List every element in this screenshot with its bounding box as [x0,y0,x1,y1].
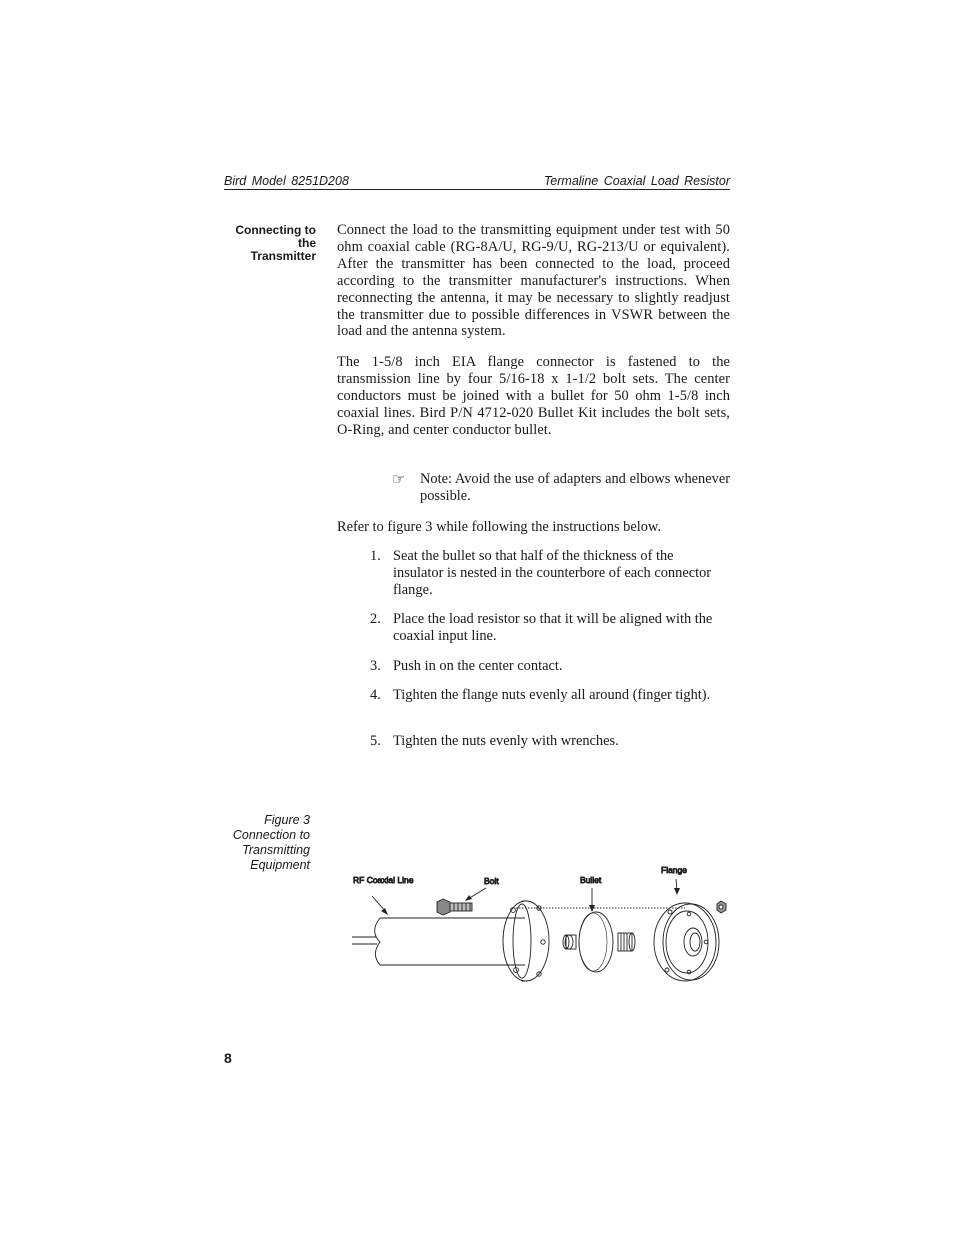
section-heading-line: Transmitter [250,249,316,263]
figure-caption-line: Figure 3 [264,813,310,827]
connection-diagram [340,858,740,988]
note-text: Note: Avoid the use of adapters and elbows whenever possible. [420,471,730,504]
step-text: Place the load resistor so that it will be aligned with the coaxial input line. [393,611,713,644]
flange-nut [717,901,726,913]
figure-caption [200,813,310,873]
pointing-hand-icon: ☞ [392,470,406,488]
step-item [370,658,730,675]
header-product: Termaline Coaxial Load Resistor [543,174,730,188]
step-text: Tighten the nuts evenly with wrenches. [393,733,619,749]
figure-caption-line: Transmitting [242,843,310,857]
input-flange [503,901,549,981]
arrow-flange [674,879,680,895]
refer-text: Refer to figure 3 while following the instructions below. [337,519,661,535]
step-number: 4. [370,687,381,703]
page-number: 8 [224,1050,232,1066]
label-bolt: Bolt [484,876,499,886]
step-item [370,687,730,704]
figure-caption-line: Equipment [250,858,310,872]
step-text: Seat the bullet so that half of the thickness of the insulator is nested in the counterbore of each connector flange. [393,548,712,598]
section-heading-line: the [298,236,316,250]
bullet [563,912,635,972]
step-text: Tighten the flange nuts evenly all around (finger tight). [393,687,711,703]
section-heading-line: Connecting to [235,223,316,237]
step-number: 5. [370,733,381,749]
step-item [370,611,730,645]
paragraph-connect: Connect the load to the transmitting equipment under test with 50 ohm coaxial cable (RG-8A/U, RG-9/U, RG-213/U or equivalent). After the transmitter has been connected to the load, proceed according to the transmitter manufacturer's instructions. When reconnecting the antenna, it may be necessary to slightly readjust the transmitter due to possible differences in VSWR between the load and the antenna system. [337,222,730,340]
figure-caption-line: Connection to [232,828,310,842]
label-bullet: Bullet [580,875,602,885]
label-rf-coaxial-line: RF Coaxial Line [353,875,414,885]
arrow-bolt [465,888,486,901]
step-item [370,733,730,750]
step-number: 2. [370,611,381,627]
label-flange: Flange [661,865,687,875]
paragraph-flange: The 1-5/8 inch EIA flange connector is fastened to the transmission line by four 5/16-18 x 1-1/2 bolt sets. The center conductors must be joined with a bullet for 50 ohm 1-5/8 inch coaxial lines. Bird P/N 4712-020 Bullet Kit includes the bolt sets, O-Ring, and center conductor bullet. [337,354,730,438]
running-header [224,174,730,190]
output-flange [654,903,719,981]
bolt [437,899,472,915]
step-text: Push in on the center contact. [393,658,563,674]
step-number: 3. [370,658,381,674]
rf-coaxial-line [352,918,525,965]
step-number: 1. [370,548,381,564]
section-heading [200,224,316,263]
step-item [370,548,730,599]
arrow-rf-line [372,896,388,915]
header-model: Bird Model 8251D208 [224,174,349,188]
note-box [392,471,730,505]
section-body [337,222,730,439]
